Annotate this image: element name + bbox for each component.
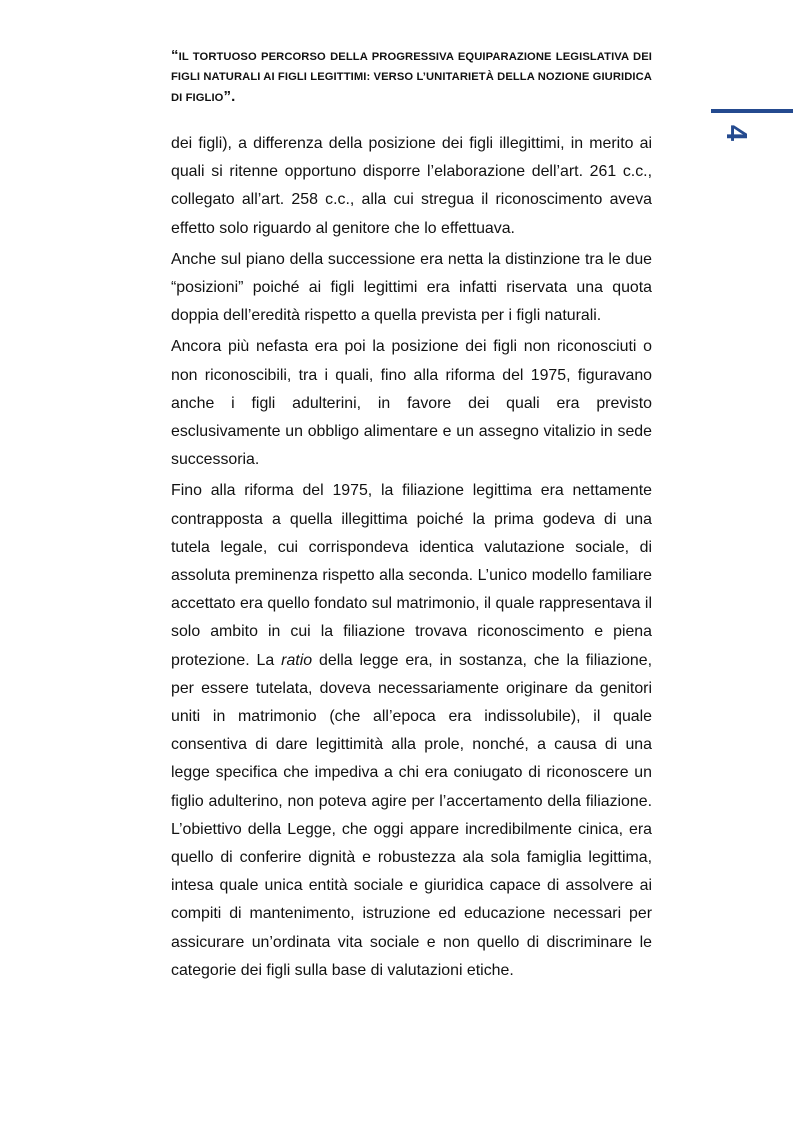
body-text	[171, 130, 652, 988]
running-header	[171, 46, 652, 108]
paragraph-4-ratio: ratio	[281, 651, 313, 669]
page-number: 4	[720, 124, 752, 142]
paragraph-2: Anche sul piano della successione era netta la distinzione tra le due “posizioni” poiché ai figli legittimi era infatti riservata una quota doppia dell’eredità rispetto a quella prevista per i figli naturali.	[171, 250, 652, 325]
paragraph-1: dei figli), a differenza della posizione dei figli illegittimi, in merito ai quali si ritenne opportuno disporre l’elaborazione dell’art. 261 c.c., collegato all’art. 258 c.c., alla cui stregua il riconoscimento aveva effetto solo riguardo al genitore che lo effettuava.	[171, 135, 652, 237]
header-close-quote: ”.	[223, 88, 236, 105]
paragraph-4-part-2: della legge era, in sostanza, che la filiazione, per essere tutelata, doveva necessariamente originare da genitori uniti in matrimonio (che all’epoca era indissolubile), il quale consentiva di dare legittimità alla prole, nonché, a causa di una legge specifica che impediva a chi era coniugato di riconoscere un figlio adulterino, non poteva agire per l’accertamento della filiazione. L’obiettivo della Legge, che oggi appare incredibilmente cinica, era quello di conferire dignità e robustezza ala sola famiglia legittima, intesa quale unica entità sociale e giuridica capace di assolvere ai compiti di mantenimento, istruzione ed educazione necessari per assicurare un’ordinata vita sociale e non quello di discriminare le categorie dei figli sulla base di valutazioni etiche.	[171, 651, 652, 979]
paragraph-3: Ancora più nefasta era poi la posizione dei figli non riconosciuti o non riconoscibili, tra i quali, fino alla riforma del 1975, figuravano anche i figli adulterini, in favore dei quali era previsto esclusivamente un obbligo alimentare e un assegno vitalizio in sede successoria.	[171, 338, 652, 469]
paragraph-4-part-1: Fino alla riforma del 1975, la filiazione legittima era nettamente contrapposta a quella illegittima poiché la prima godeva di una tutela legale, cui corrispondeva identica valutazione sociale, di assoluta preminenza rispetto alla seconda. L’unico modello familiare accettato era quello fondato sul matrimonio, il quale rappresentava il solo ambito in cui la filiazione trovava riconoscimento e piena protezione. La	[171, 482, 652, 669]
header-title: IL TORTUOSO PERCORSO DELLA PROGRESSIVA EQUIPARAZIONE LEGISLATIVA DEI FIGLI NATURALI AI FIGLI LEGITTIMI: VERSO L’UNITARIETÀ DELLA NOZIONE GIURIDICA DI FIGLIO	[171, 51, 652, 104]
header-open-quote: “	[171, 47, 179, 64]
paragraph-4	[171, 477, 652, 985]
